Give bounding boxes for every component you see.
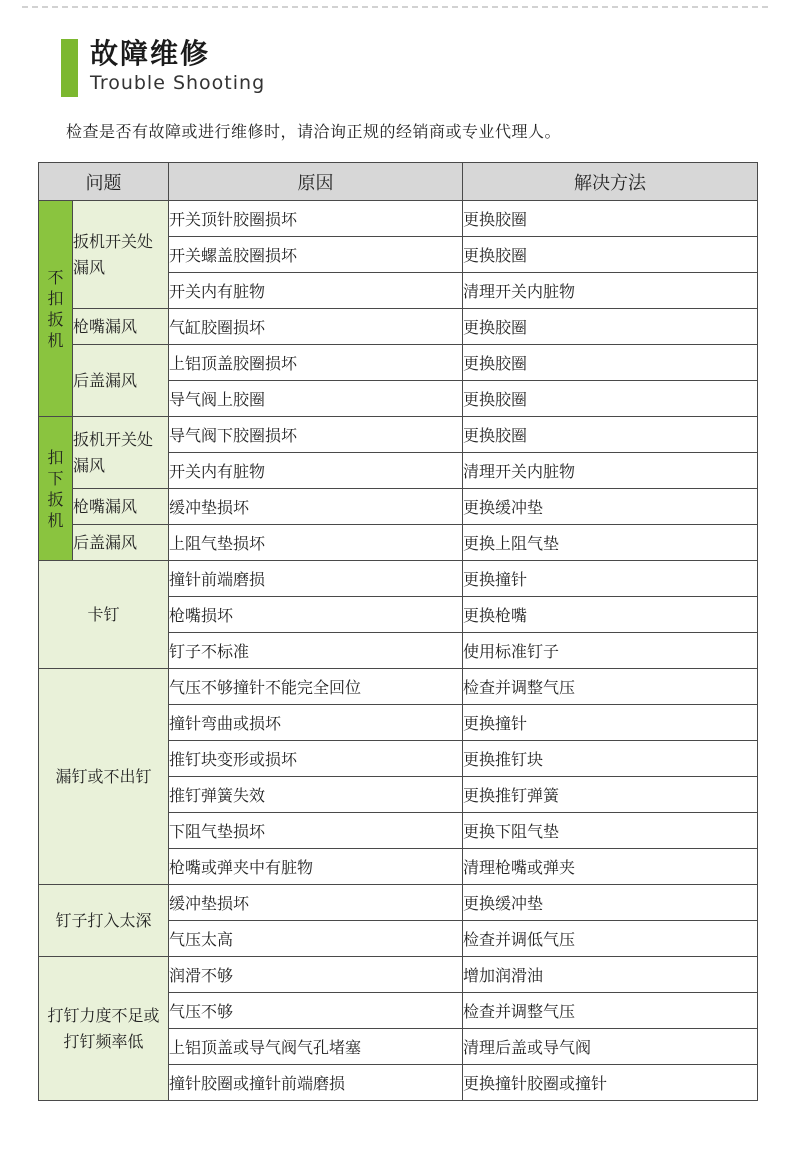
table-row [39,309,758,345]
table-row [39,669,758,705]
fix-cell: 清理枪嘴或弹夹 [463,849,758,885]
fix-cell: 更换胶圈 [463,381,758,417]
cause-cell: 开关螺盖胶圈损坏 [169,237,463,273]
fix-cell: 更换推钉块 [463,741,758,777]
subgroup-label: 后盖漏风 [73,525,169,561]
cause-cell: 上铝顶盖胶圈损坏 [169,345,463,381]
header-cause: 原因 [169,163,463,201]
cause-cell: 撞针胶圈或撞针前端磨损 [169,1065,463,1101]
fix-cell: 更换撞针 [463,705,758,741]
cause-cell: 上铝顶盖或导气阀气孔堵塞 [169,1029,463,1065]
header-problem: 问题 [39,163,169,201]
title-accent-bar [61,39,78,97]
cause-cell: 缓冲垫损坏 [169,489,463,525]
cause-cell: 枪嘴或弹夹中有脏物 [169,849,463,885]
cause-cell: 开关顶针胶圈损坏 [169,201,463,237]
fix-cell: 更换胶圈 [463,237,758,273]
table-row [39,525,758,561]
table-row [39,957,758,993]
intro-text: 检查是否有故障或进行维修时，请洽询正规的经销商或专业代理人。 [66,122,562,141]
fix-cell: 更换胶圈 [463,309,758,345]
fix-cell: 清理后盖或导气阀 [463,1029,758,1065]
fix-cell: 更换撞针 [463,561,758,597]
fix-cell: 检查并调整气压 [463,669,758,705]
table-row [39,201,758,237]
group-label-not-pulling-trigger: 不扣扳机 [39,201,73,417]
cause-cell: 气缸胶圈损坏 [169,309,463,345]
fix-cell: 更换枪嘴 [463,597,758,633]
fix-cell: 检查并调整气压 [463,993,758,1029]
fix-cell: 更换撞针胶圈或撞针 [463,1065,758,1101]
fix-cell: 更换缓冲垫 [463,489,758,525]
header-fix: 解决方法 [463,163,758,201]
table-row [39,417,758,453]
group-label-weak-force: 打钉力度不足或打钉频率低 [39,957,169,1101]
page-subtitle: Trouble Shooting [90,72,266,94]
fix-cell: 使用标准钉子 [463,633,758,669]
fix-cell: 增加润滑油 [463,957,758,993]
group-label-too-deep: 钉子打入太深 [39,885,169,957]
fix-cell: 更换缓冲垫 [463,885,758,921]
top-dashed-divider [22,6,768,8]
cause-cell: 缓冲垫损坏 [169,885,463,921]
cause-cell: 导气阀下胶圈损坏 [169,417,463,453]
cause-cell: 开关内有脏物 [169,453,463,489]
group-label-missing-nail: 漏钉或不出钉 [39,669,169,885]
table-row [39,561,758,597]
cause-cell: 撞针前端磨损 [169,561,463,597]
cause-cell: 上阻气垫损坏 [169,525,463,561]
fix-cell: 更换上阻气垫 [463,525,758,561]
table-header-row [39,163,758,201]
group-label-pulling-trigger: 扣下扳机 [39,417,73,561]
subgroup-label: 枪嘴漏风 [73,489,169,525]
table-row [39,489,758,525]
fix-cell: 检查并调低气压 [463,921,758,957]
cause-cell: 推钉块变形或损坏 [169,741,463,777]
table-row [39,345,758,381]
subgroup-label: 枪嘴漏风 [73,309,169,345]
subgroup-label: 后盖漏风 [73,345,169,417]
cause-cell: 导气阀上胶圈 [169,381,463,417]
cause-cell: 撞针弯曲或损坏 [169,705,463,741]
cause-cell: 下阻气垫损坏 [169,813,463,849]
cause-cell: 推钉弹簧失效 [169,777,463,813]
subgroup-label: 扳机开关处漏风 [73,201,169,309]
fix-cell: 清理开关内脏物 [463,453,758,489]
cause-cell: 钉子不标准 [169,633,463,669]
fix-cell: 更换下阻气垫 [463,813,758,849]
cause-cell: 气压不够撞针不能完全回位 [169,669,463,705]
fix-cell: 清理开关内脏物 [463,273,758,309]
cause-cell: 枪嘴损坏 [169,597,463,633]
fix-cell: 更换推钉弹簧 [463,777,758,813]
fix-cell: 更换胶圈 [463,417,758,453]
fix-cell: 更换胶圈 [463,345,758,381]
page-title: 故障维修 [90,37,211,70]
table-row [39,885,758,921]
subgroup-label: 扳机开关处漏风 [73,417,169,489]
cause-cell: 气压太高 [169,921,463,957]
group-label-jam: 卡钉 [39,561,169,669]
fix-cell: 更换胶圈 [463,201,758,237]
cause-cell: 润滑不够 [169,957,463,993]
cause-cell: 气压不够 [169,993,463,1029]
cause-cell: 开关内有脏物 [169,273,463,309]
trouble-shooting-table [38,162,758,1101]
